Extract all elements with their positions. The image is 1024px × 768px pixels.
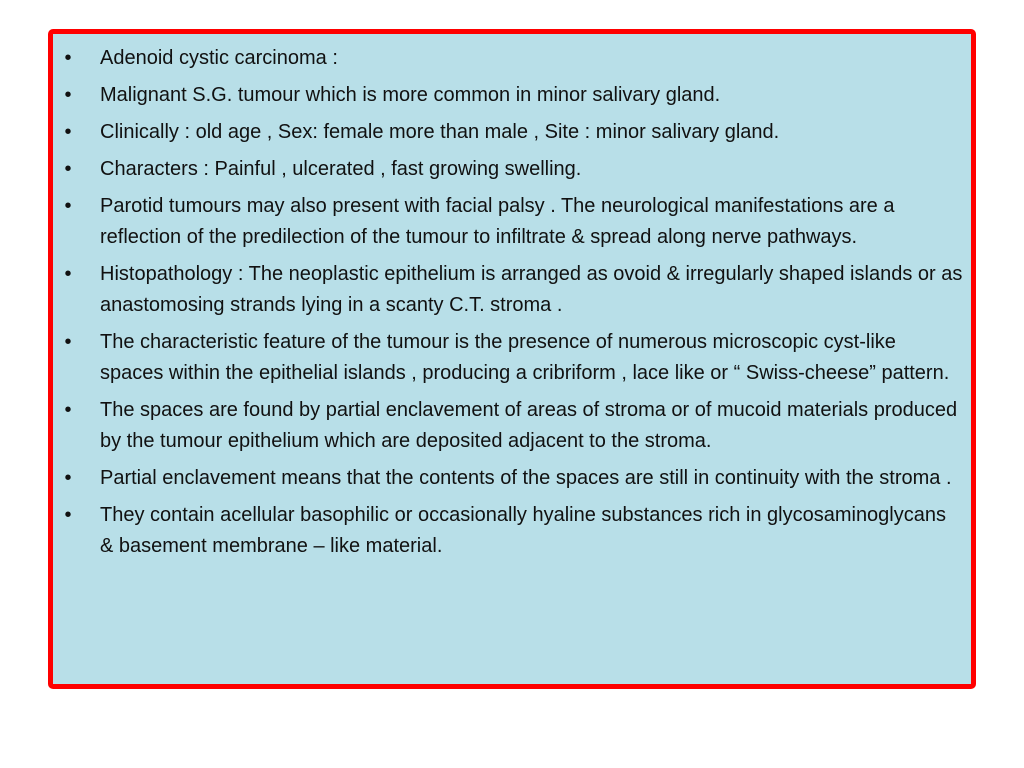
- bullet-text: They contain acellular basophilic or occasionally hyaline substances rich in glycosaminoglycans & basement membrane – like material.: [100, 504, 946, 557]
- bullet-icon: •: [64, 158, 72, 180]
- bullet-icon: •: [64, 504, 72, 526]
- bullet-item: [53, 154, 963, 185]
- bullet-text: Partial enclavement means that the contents of the spaces are still in continuity with the stroma .: [100, 467, 952, 489]
- bullet-item: [53, 395, 963, 457]
- bullet-item: [53, 43, 963, 74]
- bullet-text: Parotid tumours may also present with facial palsy . The neurological manifestations are a reflection of the predilection of the tumour to infiltrate & spread along nerve pathways.: [100, 195, 895, 248]
- bullet-text: Malignant S.G. tumour which is more common in minor salivary gland.: [100, 84, 721, 106]
- bullet-list: [53, 34, 971, 562]
- bullet-icon: •: [64, 331, 72, 353]
- bullet-item: [53, 500, 963, 562]
- content-box: [48, 29, 976, 689]
- bullet-item: [53, 117, 963, 148]
- bullet-text: The characteristic feature of the tumour is the presence of numerous microscopic cyst-like spaces within the epithelial islands , producing a cribriform , lace like or “ Swiss-cheese” pattern.: [100, 331, 950, 384]
- bullet-icon: •: [64, 47, 72, 69]
- bullet-text: Adenoid cystic carcinoma :: [100, 47, 338, 69]
- bullet-text: Clinically : old age , Sex: female more than male , Site : minor salivary gland.: [100, 121, 780, 143]
- bullet-icon: •: [64, 263, 72, 285]
- bullet-item: [53, 463, 963, 494]
- bullet-icon: •: [64, 467, 72, 489]
- bullet-icon: •: [64, 195, 72, 217]
- bullet-item: [53, 80, 963, 111]
- bullet-icon: •: [64, 84, 72, 106]
- bullet-item: [53, 327, 963, 389]
- bullet-text: Histopathology : The neoplastic epithelium is arranged as ovoid & irregularly shaped islands or as anastomosing strands lying in a scanty C.T. stroma .: [100, 263, 963, 316]
- bullet-text: The spaces are found by partial enclavement of areas of stroma or of mucoid materials produced by the tumour epithelium which are deposited adjacent to the stroma.: [100, 399, 958, 452]
- bullet-icon: •: [64, 121, 72, 143]
- bullet-item: [53, 259, 963, 321]
- bullet-icon: •: [64, 399, 72, 421]
- bullet-item: [53, 191, 963, 253]
- bullet-text: Characters : Painful , ulcerated , fast growing swelling.: [100, 158, 582, 180]
